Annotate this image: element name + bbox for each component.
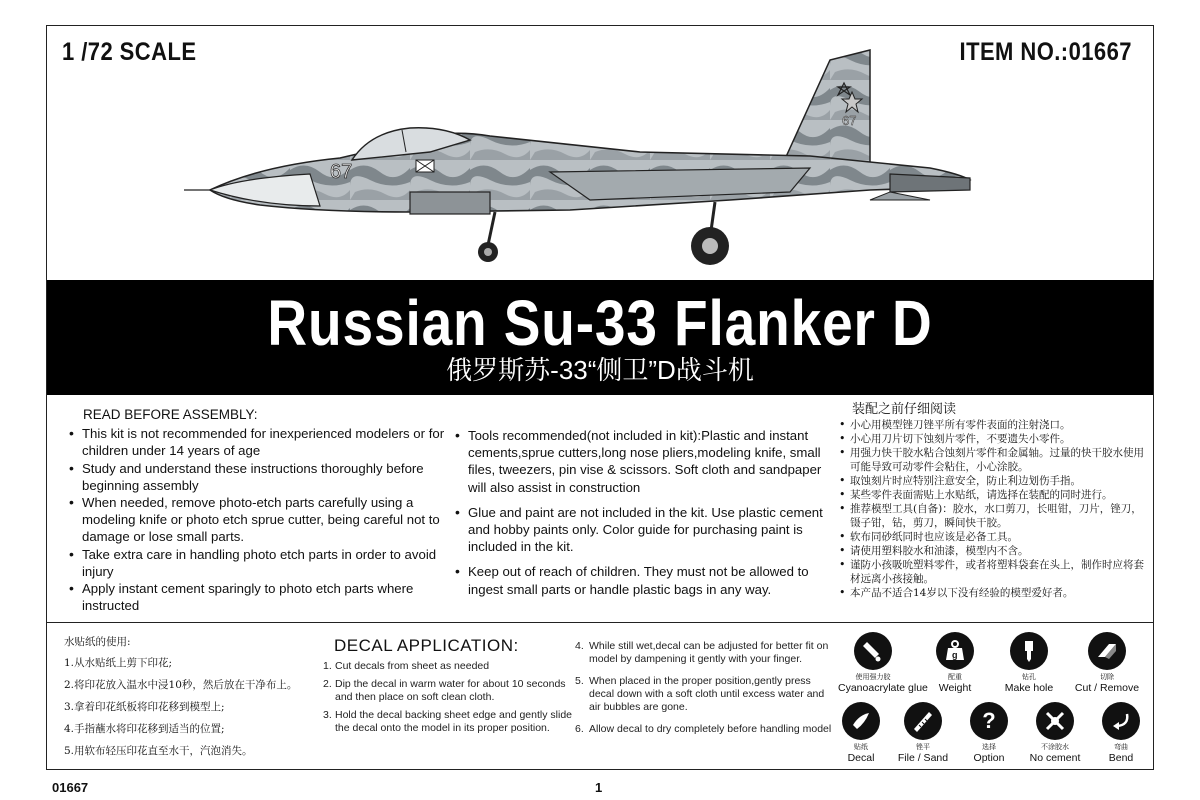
scale-label: 1 /72 SCALE [62, 38, 197, 66]
legend-drill: 钻孔 Make hole [994, 632, 1064, 694]
list-item: 2.将印花放入温水中浸10秒，然后放在干净布上。 [64, 679, 298, 691]
list-item: 3.拿着印花纸板将印花移到模型上; [64, 701, 225, 713]
decal-icon [842, 702, 880, 740]
file-sand-icon [904, 702, 942, 740]
list-item: • 谨防小孩吸吮塑料零件，或者将塑料袋套在头上，制作时应将套材远离小孩接触。 [838, 558, 1150, 586]
decal-step: 5. When placed in the proper position,gently press decal down with a soft cloth until excess water and air bubbles are gone. [575, 675, 825, 713]
symbol-legend [836, 632, 1148, 770]
list-item: • Apply instant cement sparingly to photo etch parts where instructed [66, 580, 446, 614]
bend-icon [1102, 702, 1140, 740]
decal-steps-b [577, 640, 832, 745]
legend-option: ? 选择 Option [954, 702, 1024, 764]
list-item: • Glue and paint are not included in the kit. Use plastic cement and hobby paints only. Color guide for purchasing paint is included in the kit. [452, 504, 837, 556]
list-item: • 取蚀刻片时应特别注意安全，防止利边划伤手指。 [838, 474, 1150, 488]
list-item: 5.用软布轻压印花直至水干，汽泡消失。 [64, 745, 253, 757]
legend-glue: 使用强力胶 Cyanoacrylate glue [838, 632, 908, 694]
cut-icon [1088, 632, 1126, 670]
drill-icon [1010, 632, 1048, 670]
list-item: • When needed, remove photo-etch parts carefully using a modeling knife or photo etch sprue cutter, being careful not to damage or lose small parts. [66, 494, 446, 546]
side-number: 67 [330, 161, 353, 183]
title-chinese: 俄罗斯苏-33“侧卫”D战斗机 [446, 355, 754, 385]
decal-step: 4. While still wet,decal can be adjusted for better fit on model by dampening it gently with your finger. [575, 640, 829, 665]
list-item: • This kit is not recommended for inexperienced modelers or for children under 14 years of age [66, 425, 446, 459]
list-item: • 请使用塑料胶水和油漆，模型内不含。 [838, 544, 1150, 558]
decal-steps-a [325, 660, 573, 740]
list-item: • 软布同砂纸同时也应该是必备工具。 [838, 530, 1150, 544]
list-item: 4.手指蘸水将印花移到适当的位置; [64, 723, 225, 735]
list-item: • 某些零件表面需贴上水贴纸，请选择在装配的同时进行。 [838, 488, 1150, 502]
english-notes-right [452, 427, 837, 606]
list-item: • Keep out of reach of children. They must not be allowed to ingest small parts or handle plastic bags in any way. [452, 563, 837, 597]
item-number: ITEM NO.:01667 [959, 38, 1132, 66]
legend-file: 锉平 File / Sand [888, 702, 958, 764]
title-banner [47, 280, 1153, 395]
option-icon: ? [970, 702, 1008, 740]
svg-text:g: g [952, 650, 958, 660]
legend-cut: 切除 Cut / Remove [1072, 632, 1142, 694]
title-english: Russian Su-33 Flanker D [267, 287, 933, 359]
decal-chinese-instructions [64, 634, 339, 765]
list-item: • Tools recommended(not included in kit):Plastic and instant cements,sprue cutters,long nose pliers,modeling knife, small files, tweezers, pin vise & scissors. Soft cloth and sandpaper will also assist in construction [452, 427, 837, 496]
glue-drop-icon [854, 632, 892, 670]
decal-step: 2. Dip the decal in warm water for about 10 seconds and then place on soft clean cloth. [323, 678, 566, 703]
list-item: • 小心用模型锉刀锉平所有零件表面的注射浇口。 [838, 418, 1150, 432]
decal-application-heading: DECAL APPLICATION: [334, 636, 519, 655]
list-item: 1.从水贴纸上剪下印花; [64, 657, 173, 669]
list-item: • 用强力快干胶水粘合蚀刻片零件和金属轴。过量的快干胶水使用可能导致可动零件会粘住，小心涂胶。 [838, 446, 1150, 474]
list-item: • 推荐模型工具(自备)：胶水，水口剪刀，长咀钳，刀片，锉刀，镊子钳，钻，剪刀，瞬间快干胶。 [838, 502, 1150, 530]
tail-number: 67 [842, 113, 857, 128]
legend-no-cement: 不涂胶水 No cement [1020, 702, 1090, 764]
aircraft-illustration [170, 40, 1010, 275]
section-divider [47, 622, 1153, 623]
list-item: • Study and understand these instructions thoroughly before beginning assembly [66, 460, 446, 494]
list-item: • 本产品不适合14岁以下没有经验的模型爱好者。 [838, 586, 1150, 600]
legend-weight: g 配重 Weight [920, 632, 990, 694]
list-item: • Take extra care in handling photo etch parts in order to avoid injury [66, 546, 446, 580]
list-item: • 小心用刀片切下蚀刻片零件，不要遗失小零件。 [838, 432, 1150, 446]
footer-item-number: 01667 [52, 780, 89, 795]
chinese-notes [838, 403, 1150, 600]
decal-step: 1. Cut decals from sheet as needed [323, 660, 490, 672]
notes-heading: READ BEFORE ASSEMBLY: [83, 407, 258, 422]
page-number: 1 [595, 780, 603, 795]
decal-cn-heading: 水贴纸的使用: [64, 636, 131, 648]
chinese-notes-heading: 装配之前仔细阅读 [852, 402, 957, 417]
decal-step: 6. Allow decal to dry completely before handling model [575, 723, 832, 735]
no-cement-icon [1036, 702, 1074, 740]
legend-decal: 贴纸 Decal [826, 702, 896, 764]
weight-icon [936, 632, 974, 670]
english-notes-left [66, 406, 446, 614]
decal-step: 3. Hold the decal backing sheet edge and gently slide the decal onto the model in its proper position. [323, 709, 572, 734]
legend-bend: 弯曲 Bend [1086, 702, 1156, 764]
